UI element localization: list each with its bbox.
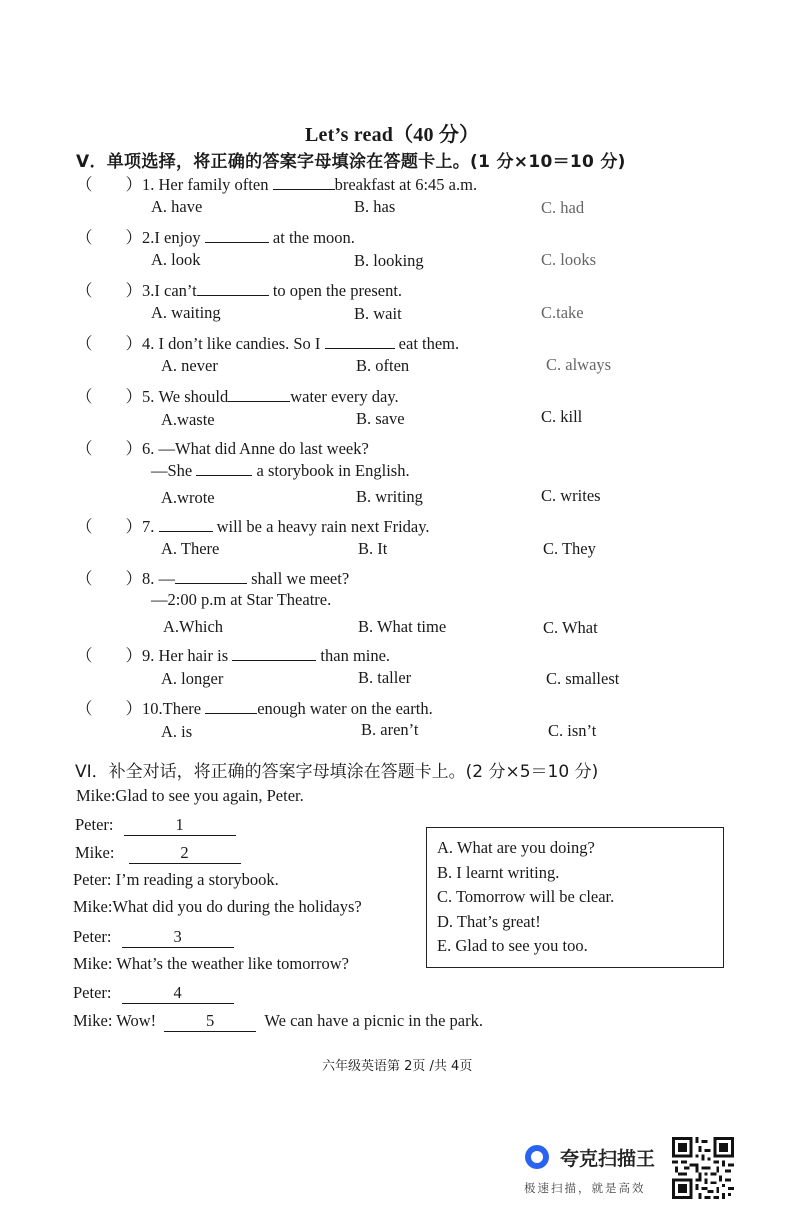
answer-blank	[325, 334, 395, 349]
answer-blank	[197, 281, 269, 296]
q2-option-a: A. look	[151, 250, 201, 269]
question-6-line2: —She a storybook in English.	[151, 461, 410, 480]
q8-option-a: A.Which	[163, 617, 224, 636]
dialogue-line-7: Mike: What’s the weather like tomorrow?	[73, 954, 349, 973]
scanner-logo-icon	[525, 1145, 549, 1169]
q9-option-c: C. smallest	[546, 669, 620, 688]
dialogue-blank-2[interactable]: 2	[129, 843, 241, 864]
question-7: （ ）7. will be a heavy rain next Friday.	[76, 517, 430, 536]
question-6: （ ）6. —What did Anne do last week?	[76, 439, 369, 458]
q8-option-c: C. What	[543, 618, 598, 637]
dialogue-blank-5[interactable]: 5	[164, 1011, 256, 1032]
answer-blank	[205, 228, 269, 243]
q4-option-a: A. never	[161, 356, 218, 375]
q6-option-a: A.wrote	[161, 488, 215, 507]
answer-paren[interactable]: （ ）	[76, 569, 142, 588]
q1-option-b: B. has	[354, 197, 396, 216]
answer-paren[interactable]: （ ）	[76, 517, 142, 536]
question-1: （ ）1. Her family often breakfast at 6:45 a.m.	[76, 175, 478, 194]
question-8-line2: —2:00 p.m at Star Theatre.	[151, 590, 332, 609]
qr-code-icon	[672, 1137, 734, 1199]
choice-d: D. That’s great!	[437, 912, 541, 931]
q10-option-c: C. isn’t	[548, 721, 597, 740]
q6-option-b: B. writing	[356, 487, 423, 506]
dialogue-line-8: Peter: 4	[73, 983, 234, 1004]
dialogue-blank-4[interactable]: 4	[122, 983, 234, 1004]
dialogue-line-9: Mike: Wow! 5 We can have a picnic in the park.	[73, 1011, 483, 1030]
choice-a: A. What are you doing?	[437, 838, 595, 857]
q2-option-c: C. looks	[541, 250, 597, 269]
dialogue-blank-3[interactable]: 3	[122, 927, 234, 948]
q3-option-c: C.take	[541, 303, 584, 322]
choice-b: B. I learnt writing.	[437, 863, 560, 882]
answer-paren[interactable]: （ ）	[76, 175, 142, 194]
dialogue-line-4: Peter: I’m reading a storybook.	[73, 870, 279, 889]
q7-option-a: A. There	[161, 539, 220, 558]
answer-paren[interactable]: （ ）	[76, 228, 142, 247]
q10-option-a: A. is	[161, 722, 193, 741]
dialogue-line-2: Peter: 1	[75, 815, 236, 836]
section-5-heading: V．单项选择，将正确的答案字母填涂在答题卡上。(1 分×10＝10 分)	[76, 152, 626, 172]
dialogue-choices-box	[426, 827, 724, 968]
q4-option-b: B. often	[356, 356, 410, 375]
dialogue-line-6: Peter: 3	[73, 927, 234, 948]
choice-c: C. Tomorrow will be clear.	[437, 887, 615, 906]
q8-option-b: B. What time	[358, 617, 447, 636]
brand-slogan: 极速扫描，就是高效	[524, 1181, 646, 1195]
answer-blank	[205, 699, 257, 714]
q1-option-c: C. had	[541, 198, 585, 217]
choice-e: E. Glad to see you too.	[437, 936, 588, 955]
q3-option-b: B. wait	[354, 304, 402, 323]
answer-paren[interactable]: （ ）	[76, 699, 142, 718]
question-10: （ ）10.There enough water on the earth.	[76, 699, 433, 718]
q4-option-c: C. always	[546, 355, 612, 374]
answer-blank	[175, 569, 247, 584]
q2-option-b: B. looking	[354, 251, 424, 270]
q1-option-a: A. have	[151, 197, 203, 216]
answer-blank	[196, 461, 252, 476]
q7-option-c: C. They	[543, 539, 596, 558]
question-3: （ ）3.I can’t to open the present.	[76, 281, 403, 300]
dialogue-line-1: Mike:Glad to see you again, Peter.	[76, 786, 304, 805]
answer-paren[interactable]: （ ）	[76, 646, 142, 665]
question-9: （ ）9. Her hair is than mine.	[76, 646, 391, 665]
q5-option-a: A.waste	[161, 410, 215, 429]
answer-paren[interactable]: （ ）	[76, 387, 142, 406]
q6-option-c: C. writes	[541, 486, 601, 505]
dialogue-line-5: Mike:What did you do during the holidays?	[73, 897, 362, 916]
q9-option-a: A. longer	[161, 669, 224, 688]
answer-blank	[159, 517, 213, 532]
q7-option-b: B. It	[358, 539, 388, 558]
question-8: （ ）8. — shall we meet?	[76, 569, 350, 588]
q5-option-b: B. save	[356, 409, 405, 428]
question-4: （ ）4. I don’t like candies. So I eat them.	[76, 334, 460, 353]
q5-option-c: C. kill	[541, 407, 583, 426]
answer-paren[interactable]: （ ）	[76, 281, 142, 300]
page-footer: 六年级英语第 2页 /共 4页	[322, 1059, 473, 1074]
page-title: Let’s read（40 分）	[305, 124, 480, 146]
question-2: （ ）2.I enjoy at the moon.	[76, 228, 355, 247]
answer-paren[interactable]: （ ）	[76, 439, 142, 458]
answer-paren[interactable]: （ ）	[76, 334, 142, 353]
dialogue-blank-1[interactable]: 1	[124, 815, 236, 836]
section-6-heading: VI．补全对话，将正确的答案字母填涂在答题卡上。(2 分×5＝10 分)	[75, 762, 599, 782]
brand-name: 夸克扫描王	[560, 1148, 656, 1170]
answer-blank	[273, 175, 335, 190]
question-5: （ ）5. We should water every day.	[76, 387, 399, 406]
q9-option-b: B. taller	[358, 668, 412, 687]
answer-blank	[232, 646, 316, 661]
dialogue-line-3: Mike: 2	[75, 843, 241, 864]
answer-blank	[228, 387, 290, 402]
q10-option-b: B. aren’t	[361, 720, 419, 739]
q3-option-a: A. waiting	[151, 303, 221, 322]
